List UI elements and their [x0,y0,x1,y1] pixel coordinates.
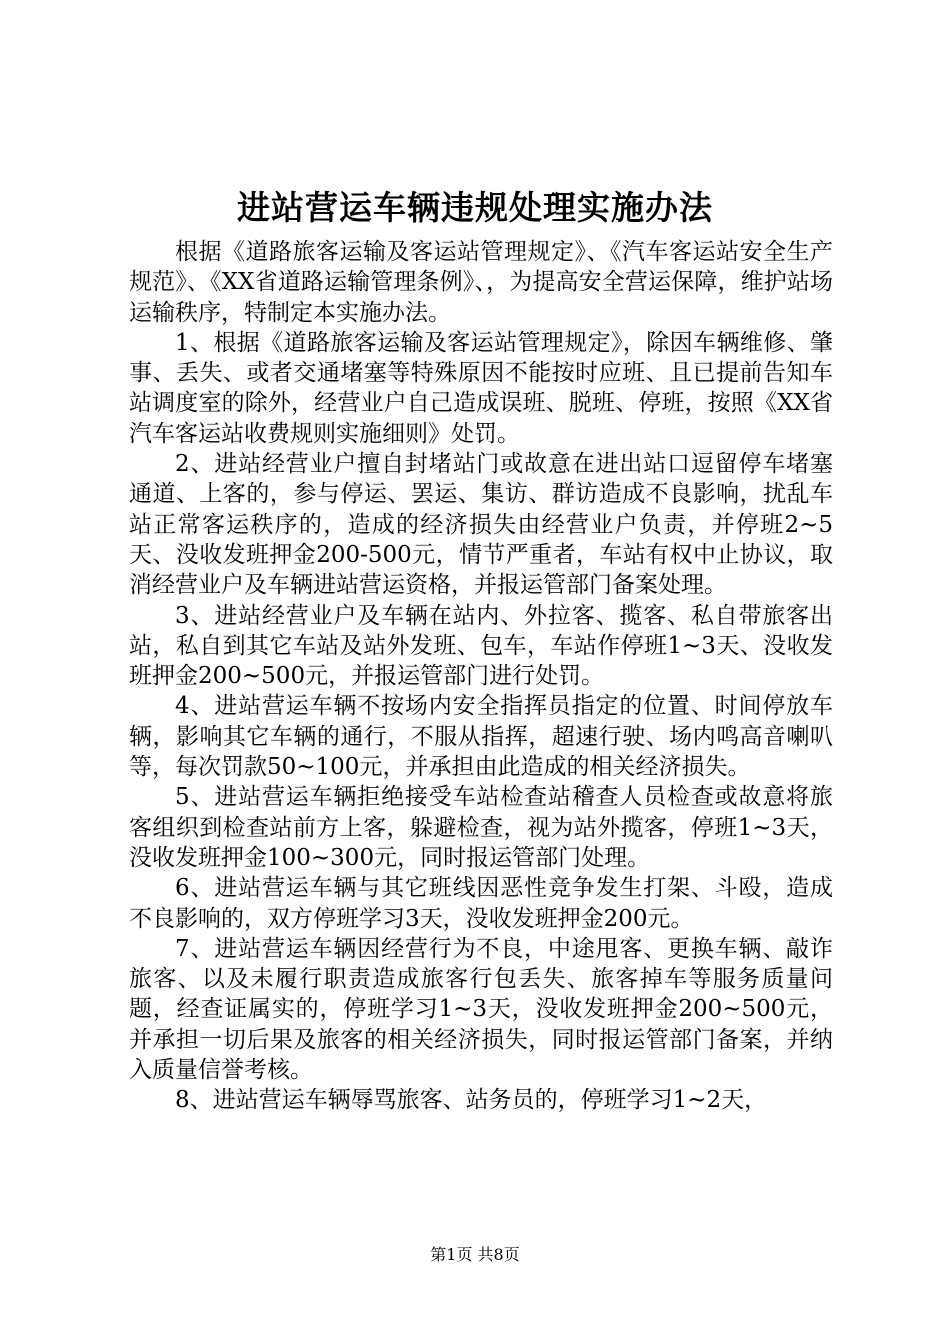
document-title: 进站营运车辆违规处理实施办法 [237,188,713,227]
paragraph-2: 2、进站经营业户擅自封堵站门或故意在进出站口逗留停车堵塞通道、上客的，参与停运、罢运、集访、群访造成不良影响，扰乱车站正常客运秩序的，造成的经济损失由经营业户负责，并停班2~5天、没收发班押金200-500元，情节严重者，车站有权中止协议，取消经营业户及车辆进站营运资格，并报运管部门备案处理。 [129,451,833,599]
paragraph-4: 4、进站营运车辆不按场内安全指挥员指定的位置、时间停放车辆，影响其它车辆的通行，不服从指挥，超速行驶、场内鸣高音喇叭等，每次罚款50~100元，并承担由此造成的相关经济损失。 [129,693,833,781]
paragraph-3: 3、进站经营业户及车辆在站内、外拉客、揽客、私自带旅客出站，私自到其它车站及站外发班、包车，车站作停班1~3天、没收发班押金200~500元，并报运管部门进行处罚。 [129,602,833,690]
paragraph-intro: 根据《道路旅客运输及客运站管理规定》、《汽车客运站安全生产规范》、《XX省道路运输管理条例》、，为提高安全营运保障，维护站场运输秩序，特制定本实施办法。 [129,239,833,326]
paragraph-8: 8、进站营运车辆辱骂旅客、站务员的，停班学习1~2天， [175,1087,768,1114]
paragraph-5: 5、进站营运车辆拒绝接受车站检查站稽查人员检查或故意将旅客组织到检查站前方上客，躲避检查，视为站外揽客，停班1~3天，没收发班押金100~300元，同时报运管部门处理。 [129,784,833,871]
paragraph-7: 7、进站营运车辆因经营行为不良，中途甩客、更换车辆、敲诈旅客、以及未履行职责造成旅客行包丢失、旅客掉车等服务质量问题，经查证属实的，停班学习1~3天，没收发班押金200~500元，并承担一切后果及旅客的相关经济损失，同时报运管部门备案，并纳入质量信誉考核。 [129,935,833,1084]
paragraph-6: 6、进站营运车辆与其它班线因恶性竞争发生打架、斗殴，造成不良影响的，双方停班学习3天，没收发班押金200元。 [129,875,833,932]
page-number-footer: 第1页 共8页 [430,1245,520,1264]
paragraph-1: 1、根据《道路旅客运输及客运站管理规定》，除因车辆维修、肇事、丢失、或者交通堵塞等特殊原因不能按时应班、且已提前告知车站调度室的除外，经营业户自己造成误班、脱班、停班，按照《XX省汽车客运站收费规则实施细则》处罚。 [129,329,833,447]
document-body [129,237,833,1116]
